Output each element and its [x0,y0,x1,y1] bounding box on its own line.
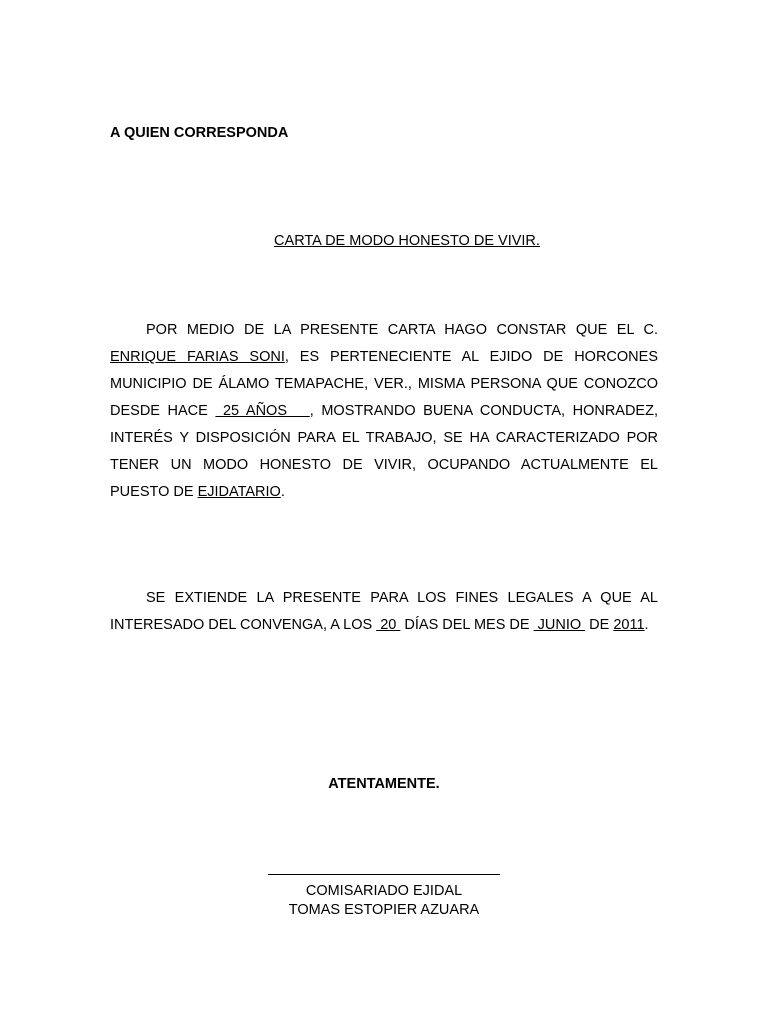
paragraph-2-intro: SE EXTIENDE LA PRESENTE PARA LOS FINES LEGALES A QUE AL INTERESADO DEL CONVENGA, A LOS [110,590,658,633]
paragraph-1-text-after-name: , ES PERTENECIENTE AL EJIDO DE HORCONES MUNICIPIO DE ÁLAMO TEMAPACHE, VER., MISMA PERSONA QUE CONOZCO DESDE HACE [110,349,658,419]
body-paragraph-2 [110,585,658,639]
month-field: JUNIO [533,617,586,633]
paragraph-2-end: . [644,617,649,633]
person-name: ENRIQUE FARIAS SONI [110,349,285,365]
paragraph-1-intro: POR MEDIO DE LA PRESENTE CARTA HAGO CONSTAR QUE EL C. [146,322,658,338]
closing-salutation: ATENTAMENTE. [328,776,440,792]
signature-line [268,874,500,875]
paragraph-2-text-after-month: DE [585,617,614,633]
signer-name: TOMAS ESTOPIER AZUARA [288,902,480,918]
day-field: 20 [376,617,401,633]
addressee-heading: A QUIEN CORRESPONDA [110,125,289,141]
body-paragraph-1 [110,317,658,506]
year-field: 2011 [613,617,645,633]
letter-title: CARTA DE MODO HONESTO DE VIVIR. [274,233,540,249]
position-field: EJIDATARIO [197,484,281,500]
paragraph-1-text-after-years: , MOSTRANDO BUENA CONDUCTA, HONRADEZ, INTERÉS Y DISPOSICIÓN PARA EL TRABAJO, SE HA CARACTERIZADO POR TENER UN MODO HONESTO DE VIVIR, OCUPANDO ACTUALMENTE EL PUESTO DE [110,403,658,500]
paragraph-2-text-after-day: DÍAS DEL MES DE [400,617,534,633]
years-known-field: 25 AÑOS [215,403,310,419]
paragraph-1-end: . [280,484,285,500]
signer-title: COMISARIADO EJIDAL [305,883,463,899]
